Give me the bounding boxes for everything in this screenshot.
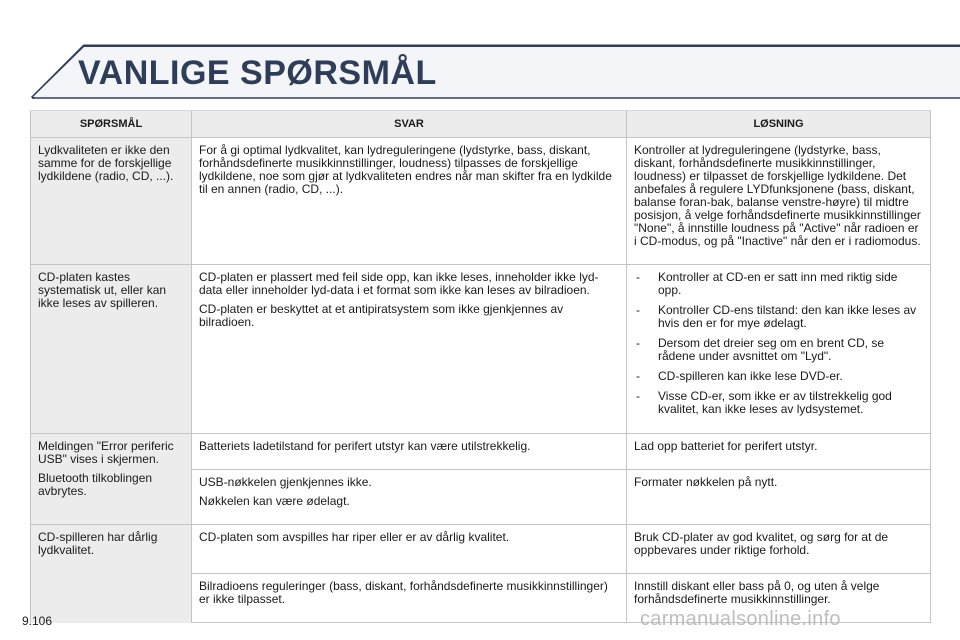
- solution-list-item: - Dersom det dreier seg om en brent CD, se rådene under avsnittet om "Lyd".: [634, 337, 923, 363]
- solution-list-item: - Visse CD-er, som ikke er av tilstrekkelig god kvalitet, kan ikke leses av lydsystemet.: [634, 390, 923, 416]
- answer-text: Bilradioens reguleringer (bass, diskant, forhåndsdefinerte musikkinnstillinger) er ikke tilpasset.: [199, 579, 608, 606]
- answer-text: For å gi optimal lydkvalitet, kan lydreguleringene (lydstyrke, bass, diskant, forhåndsdefinerte musikkinnstillinger, loudness) tilpasses de forskjellige lydkildene, noe som gjør at lydkvaliteten endres når man skifter fra en lydkilde til en annen (radio, CD, ...).: [199, 143, 612, 196]
- table-row: [31, 138, 931, 265]
- question-text: Meldingen "Error periferic USB" vises i skjermen.: [38, 439, 174, 466]
- question-cell: [31, 265, 192, 434]
- question-cell: [31, 138, 192, 265]
- table-row: [31, 525, 931, 574]
- solution-cell: [627, 265, 931, 434]
- solution-cell: [627, 470, 931, 525]
- answer-cell: [192, 265, 627, 434]
- watermark: carmanualsonline.info: [640, 608, 841, 630]
- table-row: [31, 434, 931, 470]
- table-row: [31, 265, 931, 434]
- answer-cell: [192, 470, 627, 525]
- question-text: Bluetooth tilkoblingen avbrytes.: [38, 471, 153, 498]
- question-text: CD-platen kastes systematisk ut, eller kan ikke leses av spilleren.: [38, 270, 167, 310]
- answer-text: CD-platen er beskyttet at et antipiratsystem som ikke gjenkjennes av bilradioen.: [199, 302, 564, 329]
- answer-text: CD-platen som avspilles har riper eller er av dårlig kvalitet.: [199, 530, 510, 544]
- question-cell: [31, 525, 192, 623]
- answer-cell: [192, 138, 627, 265]
- solution-cell: [627, 138, 931, 265]
- table-header-row: [31, 111, 931, 138]
- answer-cell: [192, 434, 627, 470]
- answer-text: CD-platen er plassert med feil side opp, kan ikke leses, inneholder ikke lyd-data eller inneholder lyd-data i et format som ikke kan leses av bilradioen.: [199, 270, 599, 297]
- answer-cell: [192, 525, 627, 574]
- faq-table: [30, 110, 931, 623]
- question-text: CD-spilleren har dårlig lydkvalitet.: [38, 530, 158, 557]
- answer-cell: [192, 574, 627, 623]
- page-number: 9.106: [22, 614, 53, 628]
- solution-cell: [627, 434, 931, 470]
- page-title: VANLIGE SPØRSMÅL: [78, 54, 437, 92]
- answer-text: USB-nøkkelen gjenkjennes ikke.: [199, 475, 372, 489]
- column-header: LØSNING: [627, 111, 931, 138]
- question-cell: [31, 434, 192, 525]
- answer-text: Batteriets ladetilstand for perifert utstyr kan være utilstrekkelig.: [199, 439, 531, 453]
- column-header: SVAR: [192, 111, 627, 138]
- solution-text: Bruk CD-plater av god kvalitet, og sørg for at de oppbevares under riktige forhold.: [634, 530, 889, 557]
- question-text: Lydkvaliteten er ikke den samme for de forskjellige lydkildene (radio, CD, ...).: [38, 143, 174, 183]
- solution-text: Lad opp batteriet for perifert utstyr.: [634, 439, 818, 453]
- solution-text: Kontroller at lydreguleringene (lydstyrke, bass, diskant, forhåndsdefinerte musikkinnstillinger, loudness) er tilpasset de forskjellige lydkildene. Det anbefales å regulere LYDfunksjonene (bass, diskant, balanse foran-bak, balanse venstre-høyre) til midtre posisjon, å velge forhåndsdefinerte musikkinnstillinger "None", å innstille loudness på "Active" når radioen er i CD-modus, og på "Inactive" når den er i radiomodus.: [634, 143, 921, 248]
- answer-text: Nøkkelen kan være ødelagt.: [199, 494, 350, 508]
- solution-cell: [627, 525, 931, 574]
- solution-text: Innstill diskant eller bass på 0, og uten å velge forhåndsdefinerte musikkinnstillinger.: [634, 579, 880, 606]
- solution-list-item: - CD-spilleren kan ikke lese DVD-er.: [634, 370, 923, 383]
- solution-list-item: - Kontroller at CD-en er satt inn med riktig side opp.: [634, 271, 923, 297]
- column-header: SPØRSMÅL: [31, 111, 192, 138]
- solution-list-item: - Kontroller CD-ens tilstand: den kan ikke leses av hvis den er for mye ødelagt.: [634, 304, 923, 330]
- solution-text: Formater nøkkelen på nytt.: [634, 475, 778, 489]
- solution-list: [634, 271, 923, 416]
